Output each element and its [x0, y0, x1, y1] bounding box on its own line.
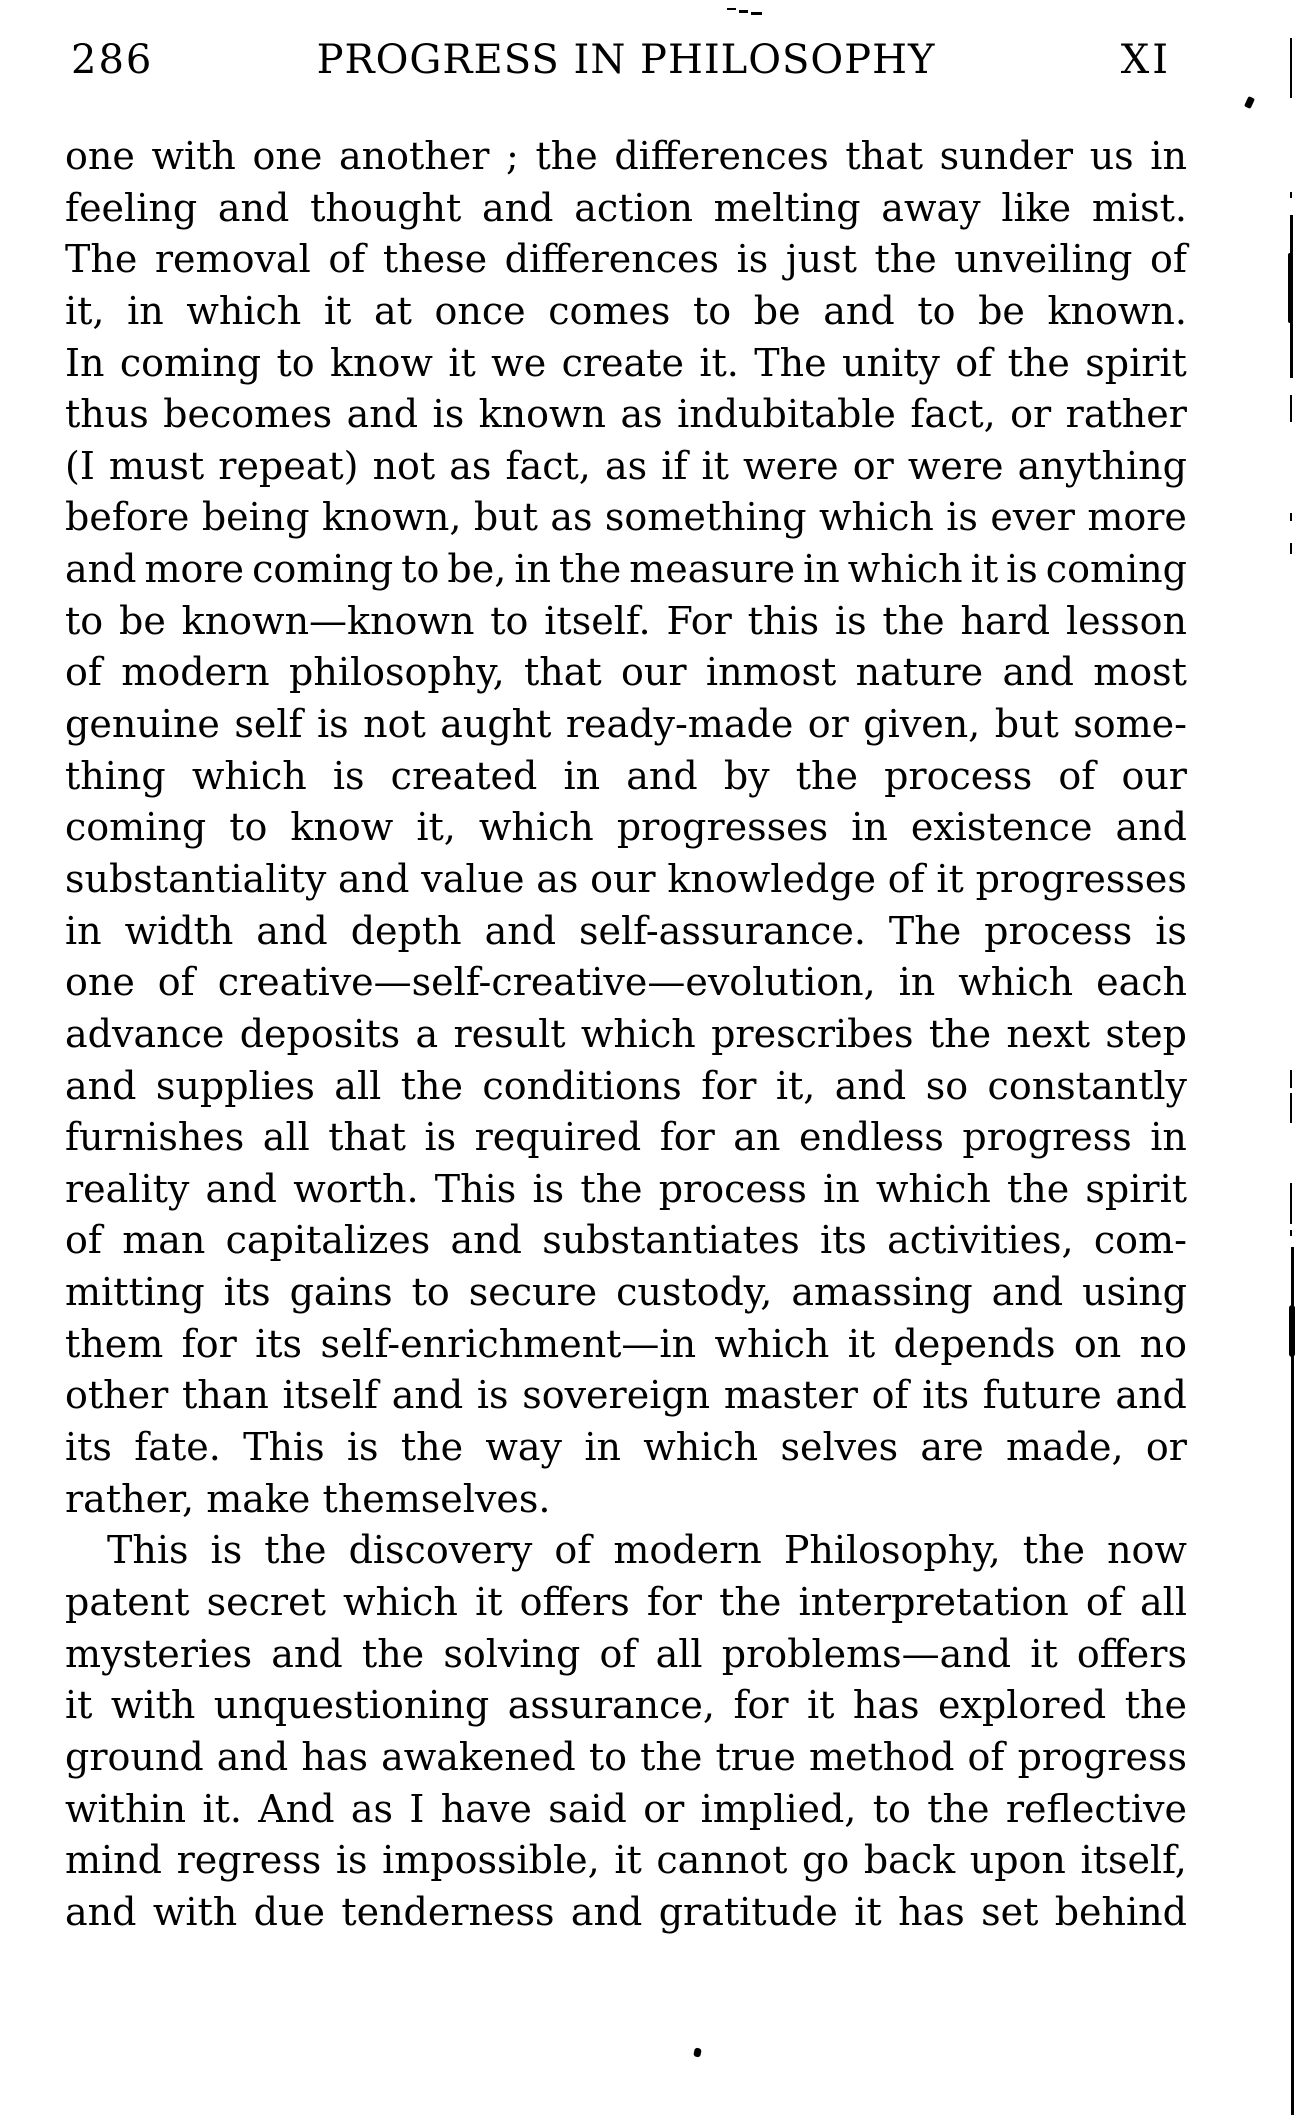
- scan-artifact-edge-line: [1290, 543, 1292, 554]
- scan-artifact-edge-line: [1290, 395, 1292, 422]
- scan-artifact-edge-line: [1290, 192, 1292, 198]
- scan-artifact-speck: [1244, 96, 1255, 109]
- scan-artifact-dash: [739, 10, 748, 13]
- text-line: and with due tenderness and gratitude it has set behind: [65, 1889, 1187, 1934]
- text-line: genuine self is not aught ready-made or given, but some-: [65, 702, 1187, 747]
- text-line: rather, make themselves.: [65, 1476, 551, 1521]
- text-line: in width and depth and self-assurance. The process is: [65, 908, 1187, 953]
- scan-artifact-edge-line: [1290, 1230, 1292, 1236]
- text-line: them for its self-enrichment—in which it depends on no: [65, 1321, 1187, 1366]
- text-line: feeling and thought and action melting away like mist.: [65, 185, 1187, 230]
- text-line: its fate. This is the way in which selves are made, or: [65, 1425, 1187, 1470]
- text-line: it, in which it at once comes to be and to be known.: [65, 288, 1187, 333]
- scan-artifact-edge-line: [1290, 38, 1292, 98]
- text-line: and supplies all the conditions for it, and so constantly: [65, 1063, 1187, 1108]
- text-line: of man capitalizes and substantiates its activities, com-: [65, 1218, 1187, 1263]
- text-line: of modern philosophy, that our inmost nature and most: [65, 650, 1187, 695]
- text-line: other than itself and is sovereign master of its future and: [65, 1373, 1187, 1418]
- scan-artifact-edge-line: [1291, 1247, 1294, 2115]
- text-line: and more coming to be, in the measure in which it is coming: [65, 547, 1187, 592]
- text-line: thing which is created in and by the process of our: [65, 753, 1187, 798]
- text-line: patent secret which it offers for the interpretation of all: [65, 1579, 1187, 1624]
- text-line: coming to know it, which progresses in existence and: [65, 805, 1187, 850]
- text-line: substantiality and value as our knowledge of it progresses: [65, 856, 1187, 901]
- text-line: reality and worth. This is the process in which the spirit: [65, 1166, 1187, 1211]
- text-line: one of creative—self-creative—evolution, in which each: [65, 960, 1187, 1005]
- scan-artifact-edge-line: [1290, 1183, 1292, 1224]
- running-title: PROGRESS IN PHILOSOPHY: [316, 37, 936, 83]
- scan-artifact-edge-line: [1288, 253, 1293, 323]
- scan-artifact-edge-line: [1290, 1093, 1292, 1123]
- text-line: it with unquestioning assurance, for it has explored the: [65, 1683, 1187, 1728]
- text-line: furnishes all that is required for an endless progress in: [65, 1115, 1187, 1160]
- text-line: advance deposits a result which prescribes the next step: [65, 1011, 1187, 1056]
- chapter-numeral: XI: [1120, 37, 1171, 83]
- page-number: 286: [71, 37, 154, 83]
- text-line: mind regress is impossible, it cannot go back upon itself,: [65, 1838, 1187, 1883]
- page-header: [65, 36, 1187, 84]
- text-line: thus becomes and is known as indubitable fact, or rather: [65, 392, 1187, 437]
- scan-artifact-dash: [751, 12, 762, 15]
- text-line: mysteries and the solving of all problems—and it offers: [65, 1631, 1187, 1676]
- scan-artifact-edge-line: [1290, 513, 1292, 521]
- scan-artifact-edge-line: [1290, 1070, 1292, 1088]
- text-block: [65, 131, 1187, 1938]
- text-line: This is the discovery of modern Philosophy, the now: [107, 1528, 1187, 1573]
- text-line: mitting its gains to secure custody, amassing and using: [65, 1270, 1187, 1315]
- text-line: to be known—known to itself. For this is the hard lesson: [65, 598, 1187, 643]
- text-line: before being known, but as something which is ever more: [65, 495, 1187, 540]
- scan-artifact-dash: [727, 8, 736, 10]
- text-line: The removal of these differences is just the unveiling of: [65, 237, 1187, 282]
- text-line: ground and has awakened to the true method of progress: [65, 1734, 1187, 1779]
- scan-artifact-dot: [693, 2047, 702, 2057]
- text-line: (I must repeat) not as fact, as if it were or were anything: [65, 443, 1187, 488]
- scan-artifact-edge-line: [1289, 1305, 1295, 1357]
- text-line: In coming to know it we create it. The unity of the spirit: [65, 340, 1187, 385]
- text-line: within it. And as I have said or implied, to the reflective: [65, 1786, 1187, 1831]
- text-line: one with one another ; the differences that sunder us in: [65, 134, 1187, 178]
